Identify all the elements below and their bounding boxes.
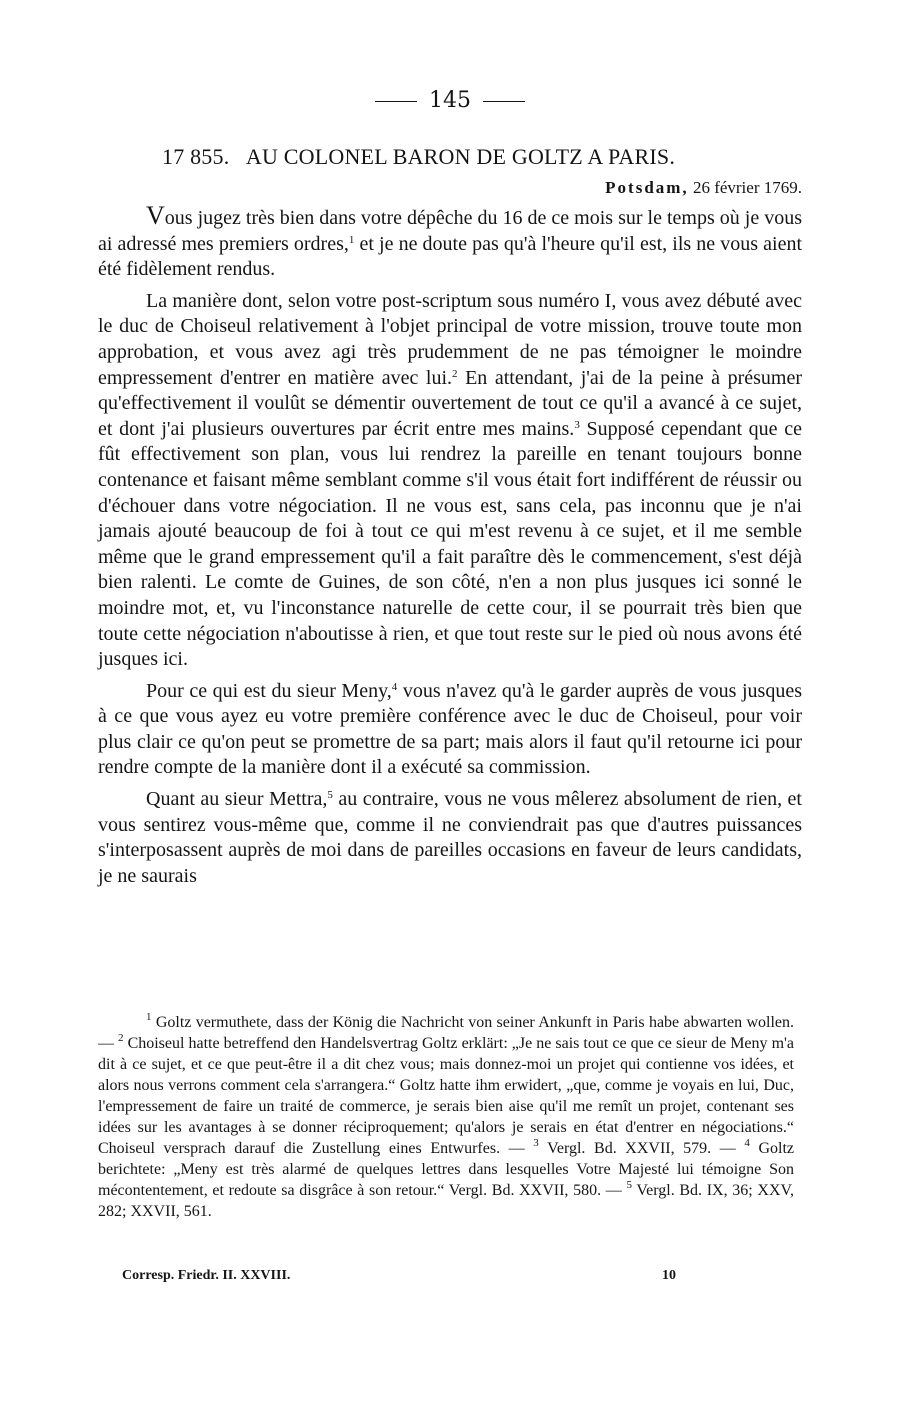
footnote-text: Goltz berichtete: „Meny est très alarmé de quelques lettres dans lesquelles Votre Majesté lui témoigne Son mécontentement, et redoute sa disgrâce à son retour.“ Vergl. Bd. XXVII, 580. — — [98, 1140, 795, 1199]
paragraph-text: La manière dont, selon votre post-scriptum sous numéro I, vous avez débuté avec le duc de Choiseul relativement à l'objet principal de votre mission, trouve toute mon approbation, et vous avez agi très prudemment de ne pas témoigner le moindre empressement d'entrer en matière avec lui. — [98, 289, 802, 389]
footnote-number: 1 — [146, 1011, 152, 1023]
paragraph-2 — [98, 289, 802, 673]
paragraph-3 — [98, 679, 802, 781]
footnote-marker: 4 — [391, 680, 398, 693]
dateline-place: Potsdam, — [605, 178, 689, 197]
paragraph-4 — [98, 787, 802, 889]
footnote-text: Vergl. Bd. XXVII, 579. — — [538, 1140, 745, 1157]
page-number-right-rule — [483, 101, 525, 102]
page-number — [0, 88, 900, 113]
footnote-marker: 2 — [452, 367, 458, 380]
footnote-number: 4 — [744, 1137, 750, 1149]
footnote-number: 2 — [118, 1032, 124, 1044]
page-footer — [122, 1268, 722, 1284]
footnote-marker: 1 — [348, 233, 355, 246]
page-number-text: 145 — [429, 88, 471, 113]
dateline-date: 26 février 1769. — [692, 178, 802, 197]
paragraph-text: Supposé cependant que ce fût effectivement son plan, vous lui rendrez la pareille en tenant toujours bonne contenance et faisant même semblant comme s'il vous était fort indifférent de réussir ou d'échouer dans votre négociation. Il ne vous est, sans cela, pas inconnu que je n'ai jamais ajouté beaucoup de foi à tout ce qui m'est revenu à ce sujet, et il me semble même que le grand empressement qu'il a fait paraître dès le commencement, s'est déjà bien ralenti. Le comte de Guines, de son côté, n'en a non plus jusques ici sonné le moindre mot, et, vu l'inconstance naturelle de cette cour, il se pourrait très bien que toute cette négociation n'aboutisse à rien, et que tout reste sur le pied où nous avons été jusques ici. — [98, 417, 802, 671]
footnote-marker: 3 — [574, 418, 580, 431]
footnotes — [98, 1012, 794, 1222]
footer-source: Corresp. Friedr. II. XXVIII. — [122, 1268, 291, 1283]
paragraph-1 — [98, 203, 802, 283]
dateline — [605, 178, 802, 198]
paragraph-text: et je ne doute pas qu'à l'heure qu'il est, ils ne vous aient été fidèlement rendus. — [98, 232, 803, 281]
footer-signature: 10 — [662, 1268, 676, 1283]
letter-heading — [162, 144, 812, 170]
paragraph-text: vous n'avez qu'à le garder auprès de vous jusques à ce que vous ayez eu votre première conférence avec le duc de Choiseul, pour voir plus clair ce qu'on peut se promettre de sa part; mais alors il faut qu'il retourne ici pour rendre compte de la manière dont il a exécuté sa commission. — [98, 679, 802, 779]
paragraph-text: Pour ce qui est du sieur Meny, — [146, 679, 392, 702]
paragraph-text: Quant au sieur Mettra, — [146, 788, 328, 811]
letter-title: AU COLONEL BARON DE GOLTZ A PARIS. — [245, 144, 676, 169]
paragraph-text: au contraire, vous ne vous mêlerez absolument de rien, et vous sentirez vous-même que, comme il ne conviendrait pas que d'autres puissances s'interposassent auprès de moi dans de pareilles occasions en faveur de leurs candidats, je ne saurais — [98, 788, 802, 887]
footnote-text: Choiseul hatte betreffend den Handelsvertrag Goltz erklärt: „Je ne sais tout ce que ce sieur de Meny m'a dit à ce sujet, et ce que peut-être il a dit chez vous; mais donnez-moi un projet qui contienne vos idées, et alors nous verrons comment cela s'arrangera.“ Goltz hatte ihm erwidert, „que, comme je voyais en lui, Duc, l'empressement de faire un traité de commerce, je serais bien aise qu'il me remît un projet, contenant ses idées sur les avantages à se donner réciproquement; qu'alors je serais en état d'entrer en négociations.“ Choiseul versprach darauf die Zustellung eines Entwurfes. — — [98, 1035, 794, 1157]
page-number-left-rule — [375, 101, 417, 102]
footnote-text: Vergl. Bd. IX, 36; XXV, 282; XXVII, 561. — [98, 1182, 794, 1220]
paragraph-text: En attendant, j'ai de la peine à présumer qu'effectivement il voulût se démentir ouvertement de tout ce qu'il a avancé à ce sujet, et dont j'ai plusieurs ouvertures par écrit entre mes mains. — [98, 366, 802, 440]
footnote-number: 5 — [626, 1179, 632, 1191]
paragraph-text: ous jugez très bien dans votre dépêche du 16 de ce mois sur le temps où je vous ai adressé mes premiers ordres, — [98, 207, 802, 255]
footnote-number: 3 — [533, 1137, 539, 1149]
letter-body — [98, 203, 802, 895]
footnote-text: Goltz vermuthete, dass der König die Nachricht von seiner Ankunft in Paris habe abwarten wollen. — — [98, 1014, 794, 1052]
letter-number: 17 855. — [162, 144, 230, 169]
footnote-marker: 5 — [327, 789, 333, 802]
drop-cap: V — [146, 201, 165, 230]
